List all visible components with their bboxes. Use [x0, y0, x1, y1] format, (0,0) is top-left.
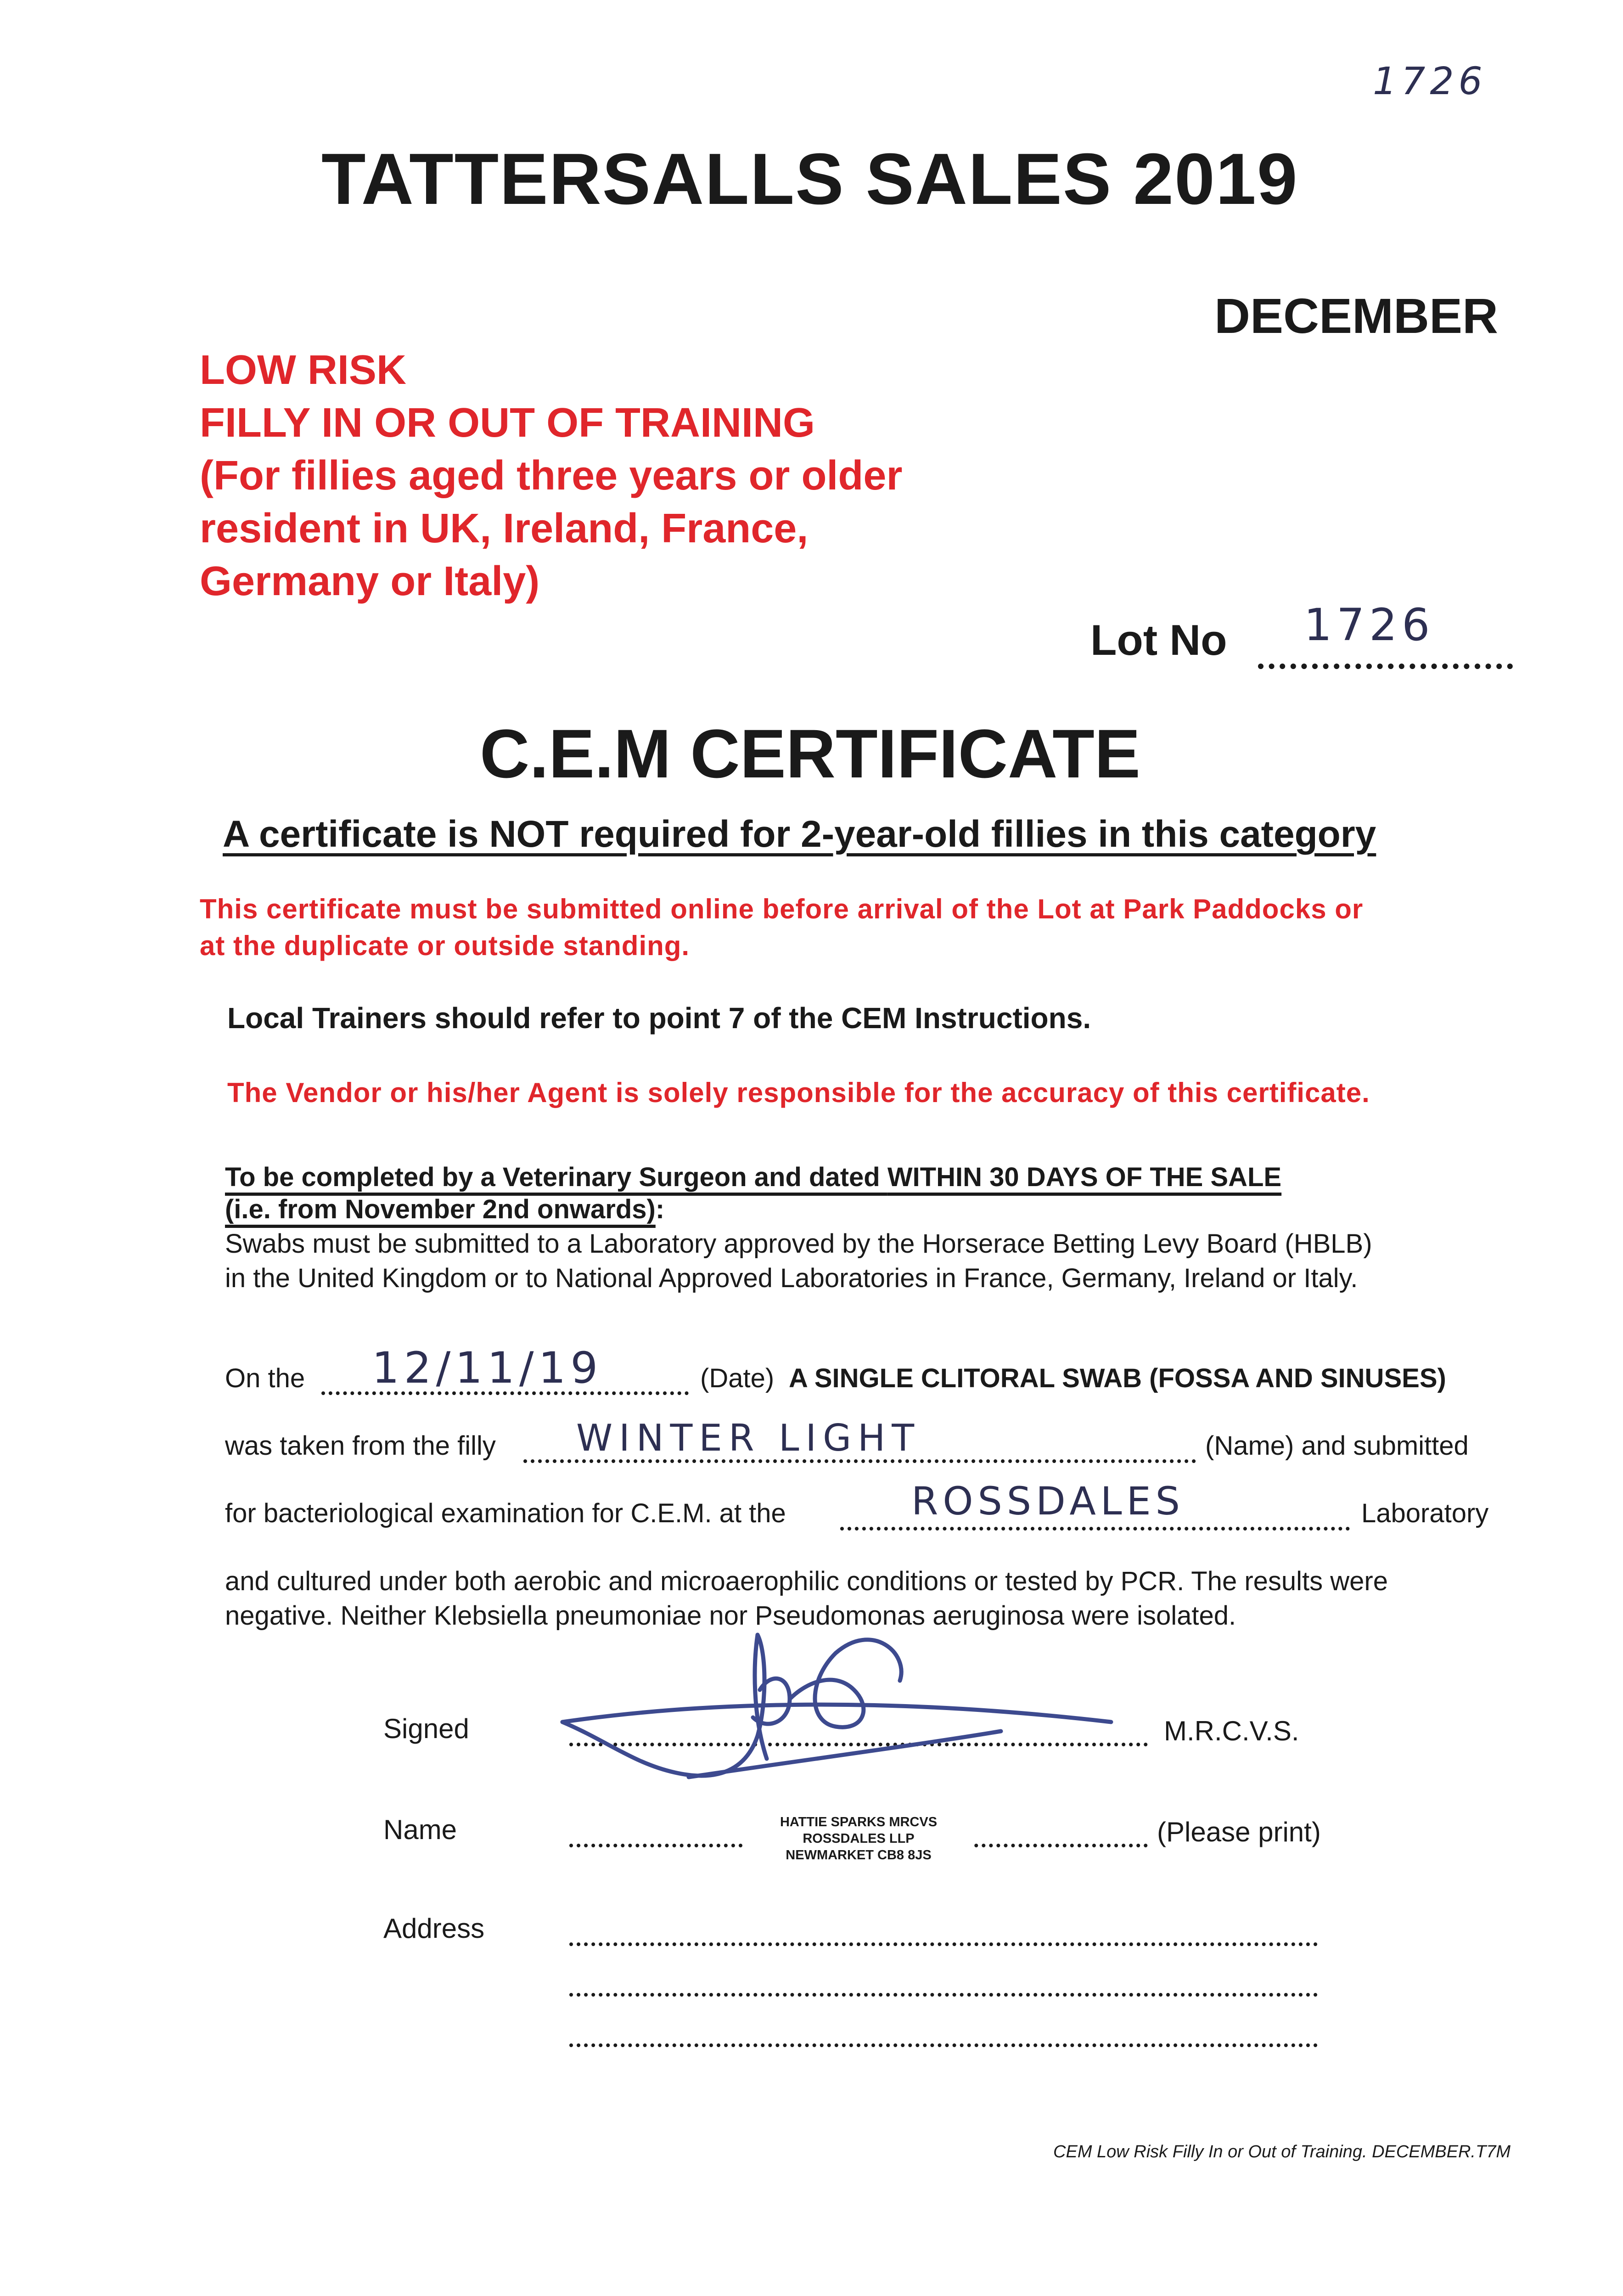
page-title: TATTERSALLS SALES 2019 [321, 139, 1298, 219]
signature-scribble [551, 1626, 1148, 1818]
category-line: Germany or Italy) [200, 558, 540, 604]
lab-label: for bacteriological examination for C.E.M. at the [225, 1498, 786, 1528]
vet-heading-colon: : [655, 1194, 665, 1224]
vet-heading-line2 [225, 1194, 664, 1225]
stamp-line: NEWMARKET CB8 8JS [786, 1848, 932, 1863]
responsibility-note: The Vendor or his/her Agent is solely responsible for the accuracy of this certificate. [227, 1077, 1370, 1108]
lab-suffix: Laboratory [1361, 1498, 1489, 1528]
lot-dotted-line [1258, 664, 1513, 669]
results-text-line: negative. Neither Klebsiella pneumoniae nor Pseudomonas aeruginosa were isolated. [225, 1601, 1236, 1631]
filly-suffix: (Name) and submitted [1205, 1431, 1469, 1461]
lot-label: Lot No [1090, 616, 1227, 664]
swabs-text-line: in the United Kingdom or to National Approved Laboratories in France, Germany, Ireland or Italy. [225, 1263, 1358, 1293]
not-required-notice: A certificate is NOT required for 2-year-old fillies in this category [223, 813, 1376, 855]
vet-heading-date-range: (i.e. from November 2nd onwards) [225, 1194, 656, 1224]
lab-name-value: ROSSDALES [911, 1479, 1185, 1524]
address-dotted-line [569, 2043, 1318, 2047]
sale-month: DECEMBER [1214, 288, 1499, 343]
filly-name-value: WINTER LIGHT [576, 1417, 921, 1459]
lab-dotted-line [840, 1527, 1350, 1531]
submit-notice-line: This certificate must be submitted online before arrival of the Lot at Park Paddocks or [200, 894, 1364, 924]
on-the-label: On the [225, 1363, 305, 1393]
name-suffix: (Please print) [1157, 1817, 1321, 1847]
address-dotted-line [569, 1942, 1318, 1946]
category-line: LOW RISK [200, 347, 406, 393]
vet-heading-line1 [225, 1162, 1281, 1193]
category-line: (For fillies aged three years or older [200, 453, 903, 499]
signed-label: Signed [383, 1713, 469, 1744]
filly-dotted-line [523, 1459, 1196, 1463]
swabs-text-line: Swabs must be submitted to a Laboratory approved by the Horserace Betting Levy Board (HBLB) [225, 1229, 1372, 1259]
submit-notice-line: at the duplicate or outside standing. [200, 930, 690, 961]
certificate-title: C.E.M CERTIFICATE [480, 715, 1140, 792]
address-label: Address [383, 1913, 485, 1944]
date-suffix: (Date) [700, 1363, 775, 1393]
vet-stamp [744, 1814, 973, 1863]
filly-label: was taken from the filly [225, 1431, 496, 1461]
stamp-line: HATTIE SPARKS MRCVS [780, 1815, 938, 1829]
corner-lot-number: 1726 [1373, 60, 1487, 103]
vet-heading-text: To be completed by a Veterinary Surgeon and dated [225, 1162, 887, 1192]
stamp-line: ROSSDALES LLP [803, 1831, 915, 1846]
category-line: resident in UK, Ireland, France, [200, 506, 809, 551]
local-trainers-note: Local Trainers should refer to point 7 of the CEM Instructions. [227, 1002, 1091, 1035]
footer-reference: CEM Low Risk Filly In or Out of Training. DECEMBER.T7M [1053, 2142, 1511, 2161]
address-dotted-line [569, 1993, 1318, 1997]
lot-number-value: 1726 [1304, 599, 1435, 651]
swab-type: A SINGLE CLITORAL SWAB (FOSSA AND SINUSES) [789, 1363, 1446, 1393]
name-label: Name [383, 1814, 457, 1845]
category-line: FILLY IN OR OUT OF TRAINING [200, 400, 815, 446]
results-text-line: and cultured under both aerobic and microaerophilic conditions or tested by PCR. The results were [225, 1566, 1388, 1596]
vet-heading-deadline: WITHIN 30 DAYS OF THE SALE [887, 1162, 1282, 1192]
date-value: 12/11/19 [372, 1343, 603, 1393]
signed-suffix: M.R.C.V.S. [1164, 1716, 1299, 1746]
